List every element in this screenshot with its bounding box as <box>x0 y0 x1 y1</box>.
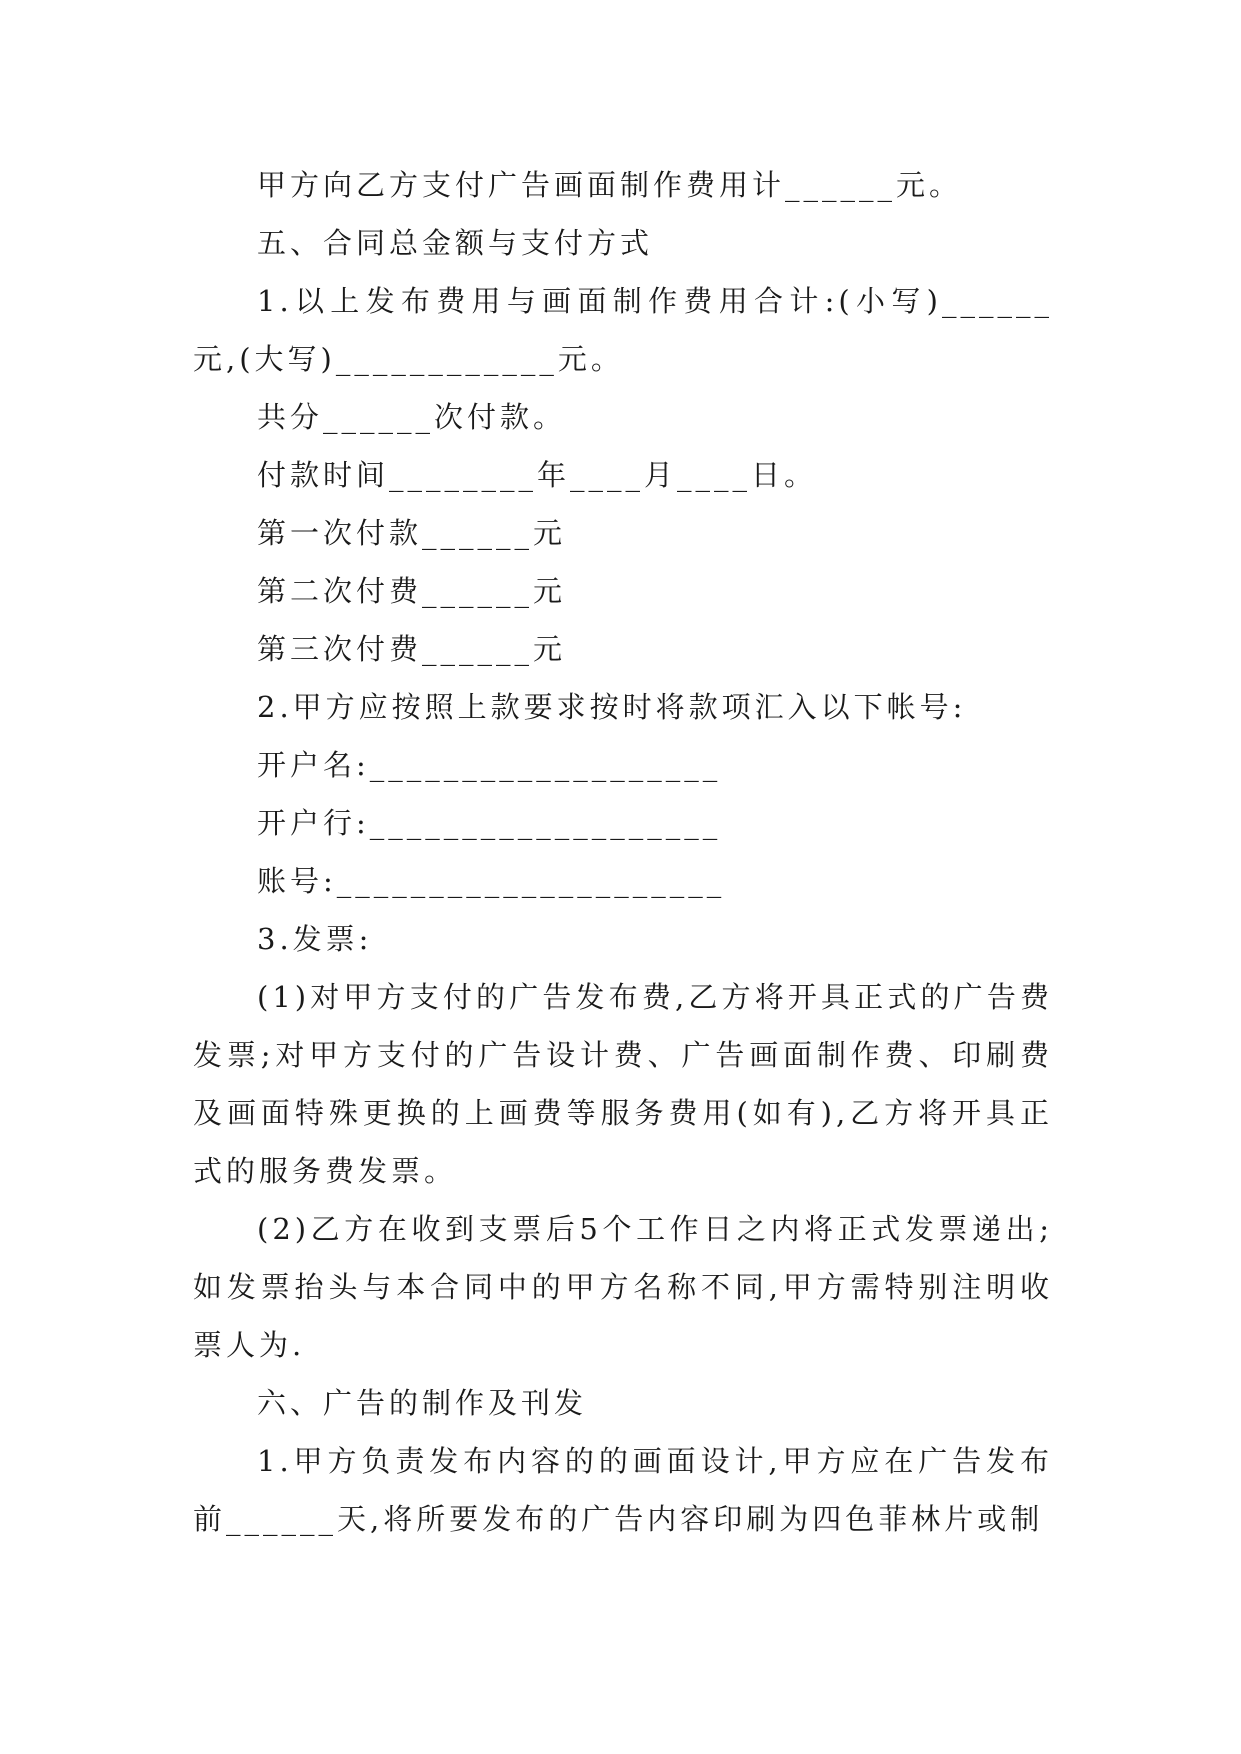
section-heading-production: 六、广告的制作及刊发 <box>257 1386 588 1420</box>
paragraph-third-payment: 第三次付费______元 <box>257 632 567 666</box>
paragraph-second-payment: 第二次付费______元 <box>257 574 567 608</box>
contract-text <box>193 156 1053 1548</box>
paragraph-account-instruction: 2.甲方应按照上款要求按时将款项汇入以下帐号: <box>257 690 967 724</box>
paragraph-first-payment: 第一次付款______元 <box>257 516 567 550</box>
paragraph-account-name: 开户名:___________________ <box>257 748 722 782</box>
paragraph-invoice-clause-2: (2)乙方在收到支票后5个工作日之内将正式发票递出;如发票抬头与本合同中的甲方名称不同,甲方需特别注明收票人为. <box>193 1212 1053 1362</box>
paragraph-payment-date: 付款时间________年____月____日。 <box>257 458 818 492</box>
paragraph-installments: 共分______次付款。 <box>257 400 567 434</box>
paragraph-bank-name: 开户行:___________________ <box>257 806 722 840</box>
section-heading-total-payment: 五、合同总金额与支付方式 <box>257 226 654 260</box>
paragraph-total-amount: 1.以上发布费用与画面制作费用合计:(小写)______元,(大写)____________元。 <box>193 284 1053 376</box>
paragraph-production-fee: 甲方向乙方支付广告画面制作费用计______元。 <box>257 168 963 202</box>
paragraph-invoice-heading: 3.发票: <box>257 922 373 956</box>
paragraph-account-number: 账号:_____________________ <box>257 864 726 898</box>
paragraph-invoice-clause-1: (1)对甲方支付的广告发布费,乙方将开具正式的广告费发票;对甲方支付的广告设计费、广告画面制作费、印刷费及画面特殊更换的上画费等服务费用(如有),乙方将开具正式的服务费发票。 <box>193 980 1053 1188</box>
paragraph-design-responsibility: 1.甲方负责发布内容的的画面设计,甲方应在广告发布前______天,将所要发布的广告内容印刷为四色菲林片或制 <box>193 1444 1053 1536</box>
